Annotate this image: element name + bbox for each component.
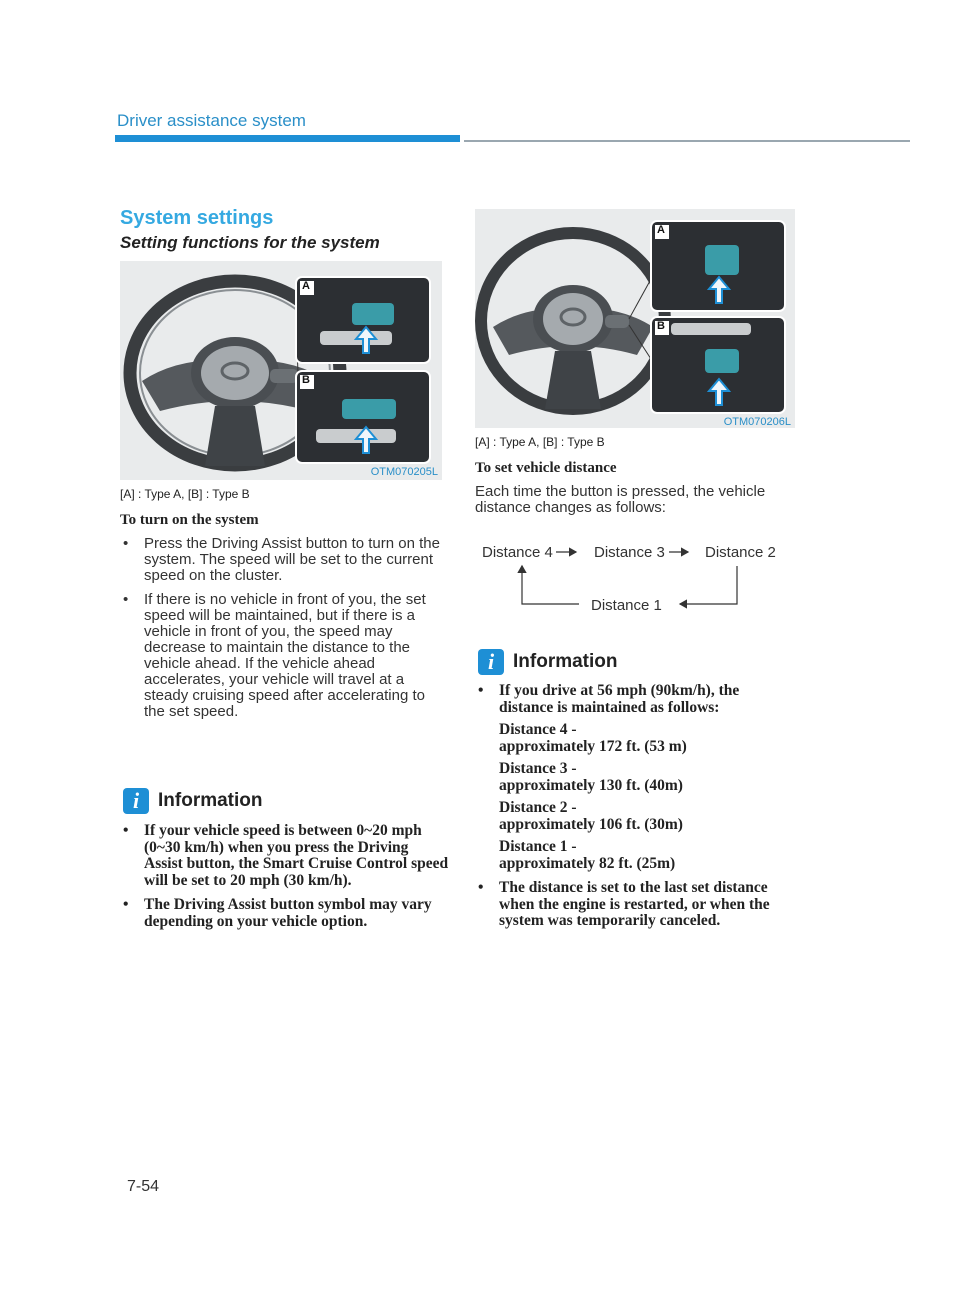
bullet-icon: • [478,879,484,896]
distance-cycle-diagram [476,534,796,624]
turn-on-list [120,536,446,728]
list-item: • If you drive at 56 mph (90km/h), the distance is maintained as follows: Distance 4 - approximately 172 ft. (53 m) Distance 3 - approximately 130 ft. (40m) Distance 2 - approximately 106 ft. (30m) Distance 1 - approximately 82 ft. (25m) [475,683,795,872]
info-header-right [478,649,618,675]
information-icon: i [123,788,149,814]
info-list-left [120,823,450,938]
distance-2-label: Distance 2 [705,544,776,561]
info-title: Information [158,790,263,811]
bullet-icon: • [123,535,129,552]
figure-code: OTM070206L [723,416,791,428]
bullet-icon: • [123,896,129,913]
info-title: Information [513,651,618,672]
list-item: • If there is no vehicle in front of you, the set speed will be maintained, but if there is a vehicle in front of you, the speed may decrease to maintain the distance to the vehicle ahead. If the vehicle ahead accelerates, your vehicle will travel at a steady cruising speed after accelerating to the set speed. [123,591,426,720]
figure-code: OTM070205L [370,466,438,478]
figure-label-a: A [657,224,665,236]
bullet-icon: • [123,822,129,839]
list-item: • Press the Driving Assist button to turn on the system. The speed will be set to the current speed on the cluster. [123,535,440,584]
distance-entry: Distance 1 - approximately 82 ft. (25m) [499,838,676,872]
distance-entry: Distance 3 - approximately 130 ft. (40m) [499,760,683,794]
bullet-icon: • [123,591,129,608]
steering-wheel-illustration [475,209,795,428]
distance-text: Each time the button is pressed, the vehicle distance changes as follows: [475,483,766,516]
list-item: • The distance is set to the last set distance when the engine is restarted, or when the system was temporarily canceled. [478,879,770,929]
distance-1-label: Distance 1 [591,597,662,614]
figure-label-a: A [302,280,310,292]
turn-on-heading: To turn on the system [120,512,259,528]
distance-3-label: Distance 3 [594,544,665,561]
figure-caption: [A] : Type A, [B] : Type B [475,435,605,449]
distance-heading: To set vehicle distance [475,460,617,476]
section-title: System settings [120,207,274,229]
steering-wheel-figure-1 [120,261,442,480]
information-icon: i [478,649,504,675]
header-section-title: Driver assistance system [117,111,306,130]
header-accent-bar [115,135,460,142]
sub-title: Setting functions for the system [120,233,380,252]
list-item: • The Driving Assist button symbol may vary depending on your vehicle option. [123,896,432,930]
info-list-right [475,683,795,938]
steering-wheel-figure-2 [475,209,795,428]
list-item: • If your vehicle speed is between 0~20 mph (0~30 km/h) when you press the Driving Assist button, the Smart Cruise Control speed will be set to 20 mph (30 km/h). [123,822,449,889]
figure-caption: [A] : Type A, [B] : Type B [120,487,250,501]
figure-label-b: B [657,320,665,332]
bullet-icon: • [478,682,484,699]
figure-label-b: B [302,374,310,386]
distance-entry: Distance 4 - approximately 172 ft. (53 m) [499,721,687,755]
page-number: 7-54 [127,1178,160,1195]
distance-4-label: Distance 4 [482,544,553,561]
steering-wheel-illustration [120,261,442,480]
distance-entry: Distance 2 - approximately 106 ft. (30m) [499,799,683,833]
info-header-left [123,788,263,814]
header-rule [464,140,910,142]
